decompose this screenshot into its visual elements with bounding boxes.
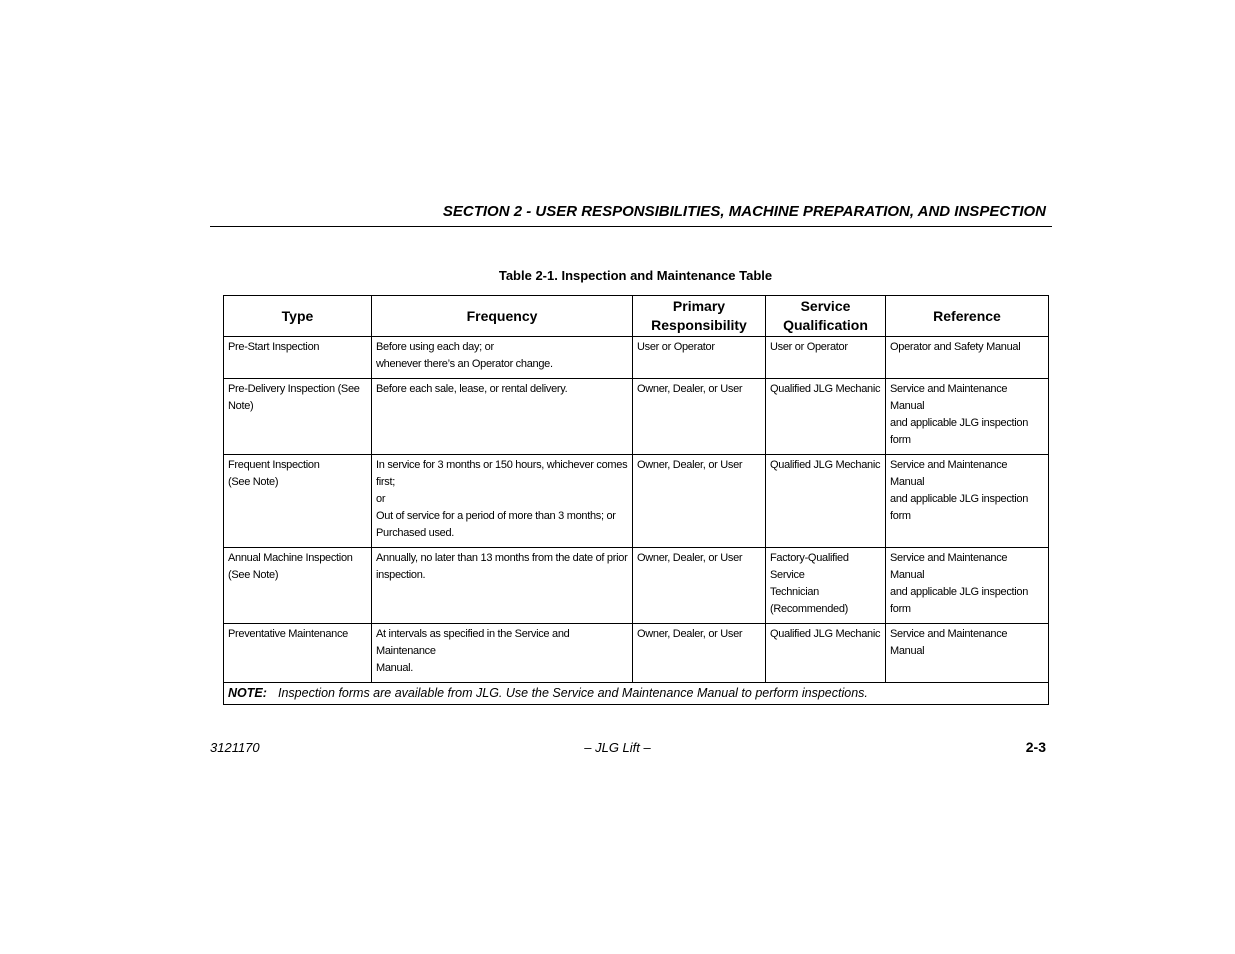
cell-type: Pre-Start Inspection <box>224 337 372 379</box>
table-row <box>224 624 1049 683</box>
cell-reference: Service and Maintenance Manual and applicable JLG inspection form <box>886 548 1049 624</box>
cell-reference: Service and Maintenance Manual and applicable JLG inspection form <box>886 379 1049 455</box>
cell-type: Frequent Inspection (See Note) <box>224 455 372 548</box>
table-note-row <box>224 683 1049 705</box>
footer-page-number: 2-3 <box>1025 739 1046 755</box>
cell-frequency: Before each sale, lease, or rental delivery. <box>372 379 633 455</box>
table-row <box>224 337 1049 379</box>
footer-center-label: – JLG Lift – <box>584 740 651 755</box>
column-header-responsibility: Primary Responsibility <box>633 296 766 337</box>
cell-qualification: User or Operator <box>766 337 886 379</box>
cell-frequency: In service for 3 months or 150 hours, whichever comes first; or Out of service for a period of more than 3 months; or Purchased used. <box>372 455 633 548</box>
cell-responsibility: Owner, Dealer, or User <box>633 624 766 683</box>
cell-responsibility: User or Operator <box>633 337 766 379</box>
footer-doc-number: 3121170 <box>210 740 260 755</box>
cell-type: Annual Machine Inspection (See Note) <box>224 548 372 624</box>
column-header-type: Type <box>224 296 372 337</box>
table-row <box>224 379 1049 455</box>
cell-responsibility: Owner, Dealer, or User <box>633 548 766 624</box>
cell-type: Preventative Maintenance <box>224 624 372 683</box>
note-label: NOTE: <box>228 686 267 700</box>
cell-reference: Service and Maintenance Manual and applicable JLG inspection form <box>886 455 1049 548</box>
cell-type: Pre-Delivery Inspection (See Note) <box>224 379 372 455</box>
cell-frequency: At intervals as specified in the Service and Maintenance Manual. <box>372 624 633 683</box>
inspection-maintenance-table <box>223 295 1049 705</box>
table-row <box>224 455 1049 548</box>
cell-responsibility: Owner, Dealer, or User <box>633 379 766 455</box>
table-caption: Table 2-1. Inspection and Maintenance Table <box>498 268 773 283</box>
cell-qualification: Qualified JLG Mechanic <box>766 455 886 548</box>
cell-qualification: Factory-Qualified Service Technician (Recommended) <box>766 548 886 624</box>
section-header <box>210 202 1052 227</box>
cell-reference: Service and Maintenance Manual <box>886 624 1049 683</box>
table-row <box>224 548 1049 624</box>
cell-qualification: Qualified JLG Mechanic <box>766 624 886 683</box>
column-header-frequency: Frequency <box>372 296 633 337</box>
table-note <box>224 683 1049 705</box>
section-title: SECTION 2 - USER RESPONSIBILITIES, MACHINE PREPARATION, AND INSPECTION <box>442 203 1046 220</box>
column-header-qualification: Service Qualification <box>766 296 886 337</box>
cell-frequency: Before using each day; or whenever there’s an Operator change. <box>372 337 633 379</box>
column-header-reference: Reference <box>886 296 1049 337</box>
cell-reference: Operator and Safety Manual <box>886 337 1049 379</box>
cell-frequency: Annually, no later than 13 months from the date of prior inspection. <box>372 548 633 624</box>
note-text: Inspection forms are available from JLG. Use the Service and Maintenance Manual to perform inspections. <box>278 686 868 700</box>
cell-responsibility: Owner, Dealer, or User <box>633 455 766 548</box>
table-header-row <box>224 296 1049 337</box>
cell-qualification: Qualified JLG Mechanic <box>766 379 886 455</box>
